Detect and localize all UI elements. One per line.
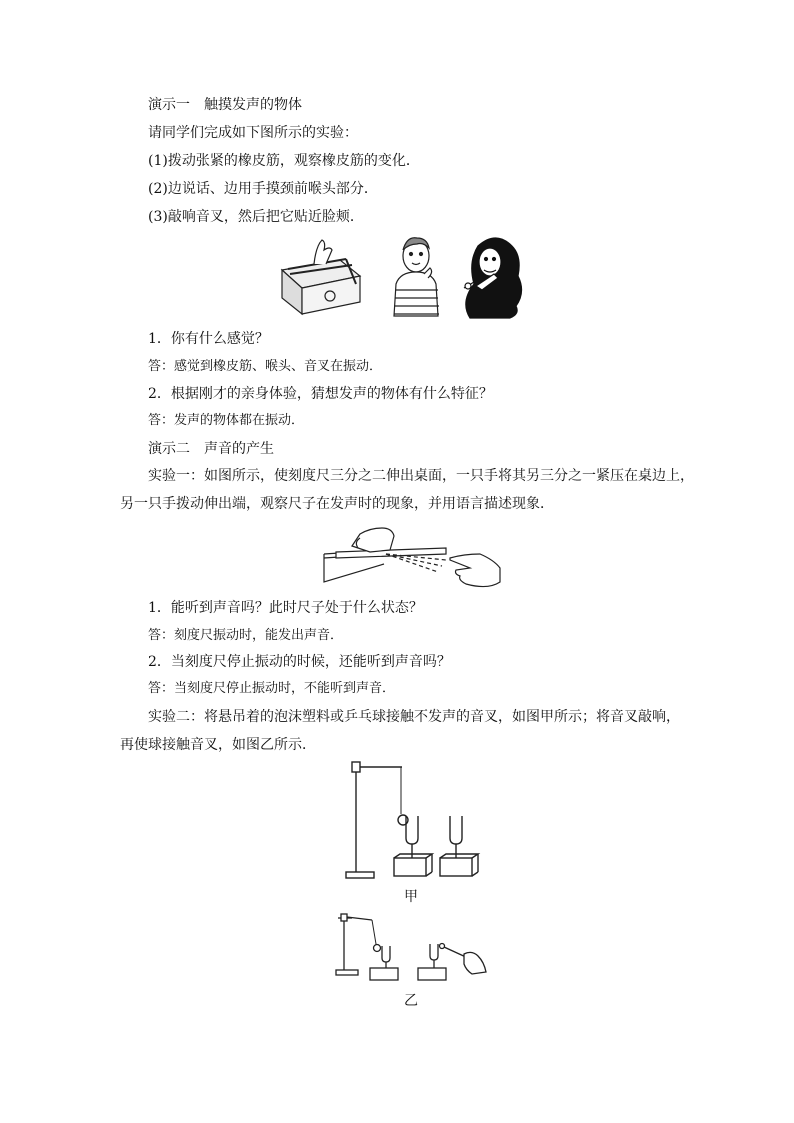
demo2-experiment1-line2: 另一只手拨动伸出端，观察尺子在发声时的现象，并用语言描述现象． <box>120 496 554 512</box>
ruler-vibration-figure <box>322 524 502 590</box>
demo1-answer-1: 答：感觉到橡皮筋、喉头、音叉在振动． <box>148 359 383 374</box>
demo2-answer-1: 答：刻度尺振动时，能发出声音． <box>148 628 344 643</box>
demo2-experiment2-line2: 再使球接触音叉，如图乙所示． <box>120 737 316 753</box>
figure-a-tuning-fork-ball <box>344 758 484 883</box>
demo1-answer-2: 答：发声的物体都在振动． <box>148 413 305 428</box>
figure-b-label: 乙 <box>404 993 418 1009</box>
figure-a-label: 甲 <box>404 889 418 905</box>
demo1-step-3: (3)敲响音叉，然后把它贴近脸颊． <box>148 209 364 225</box>
boy-touching-throat-illustration <box>394 238 439 316</box>
demo1-step-1: (1)拨动张紧的橡皮筋，观察橡皮筋的变化． <box>148 153 420 169</box>
demo1-question-1: 1．你有什么感觉？ <box>148 331 269 347</box>
demo1-intro: 请同学们完成如下图所示的实验： <box>148 125 358 141</box>
demo1-figure <box>278 232 528 320</box>
demo2-answer-2: 答：当刻度尺停止振动时，不能听到声音． <box>148 681 396 696</box>
demo1-step-2: (2)边说话、边用手摸颈前喉头部分． <box>148 181 378 197</box>
rubber-band-box-illustration <box>282 240 360 314</box>
girl-with-tuning-fork-illustration <box>464 238 522 318</box>
demo1-question-2: 2．根据刚才的亲身体验，猜想发声的物体有什么特征？ <box>148 386 493 402</box>
figure-b-struck-fork <box>332 910 488 984</box>
demo2-question-2: 2．当刻度尺停止振动的时候，还能听到声音吗？ <box>148 654 451 670</box>
demo2-experiment2-line1: 实验二：将悬吊着的泡沫塑料或乒乓球接触不发声的音叉，如图甲所示；将音叉敲响， <box>148 709 680 725</box>
demo2-experiment1-line1: 实验一：如图所示，使刻度尺三分之二伸出桌面，一只手将其另三分之一紧压在桌边上， <box>148 468 694 484</box>
demo2-question-1: 1．能听到声音吗？此时尺子处于什么状态？ <box>148 600 423 616</box>
demo2-heading: 演示二 声音的产生 <box>148 441 274 457</box>
demo1-heading: 演示一 触摸发声的物体 <box>148 97 302 113</box>
